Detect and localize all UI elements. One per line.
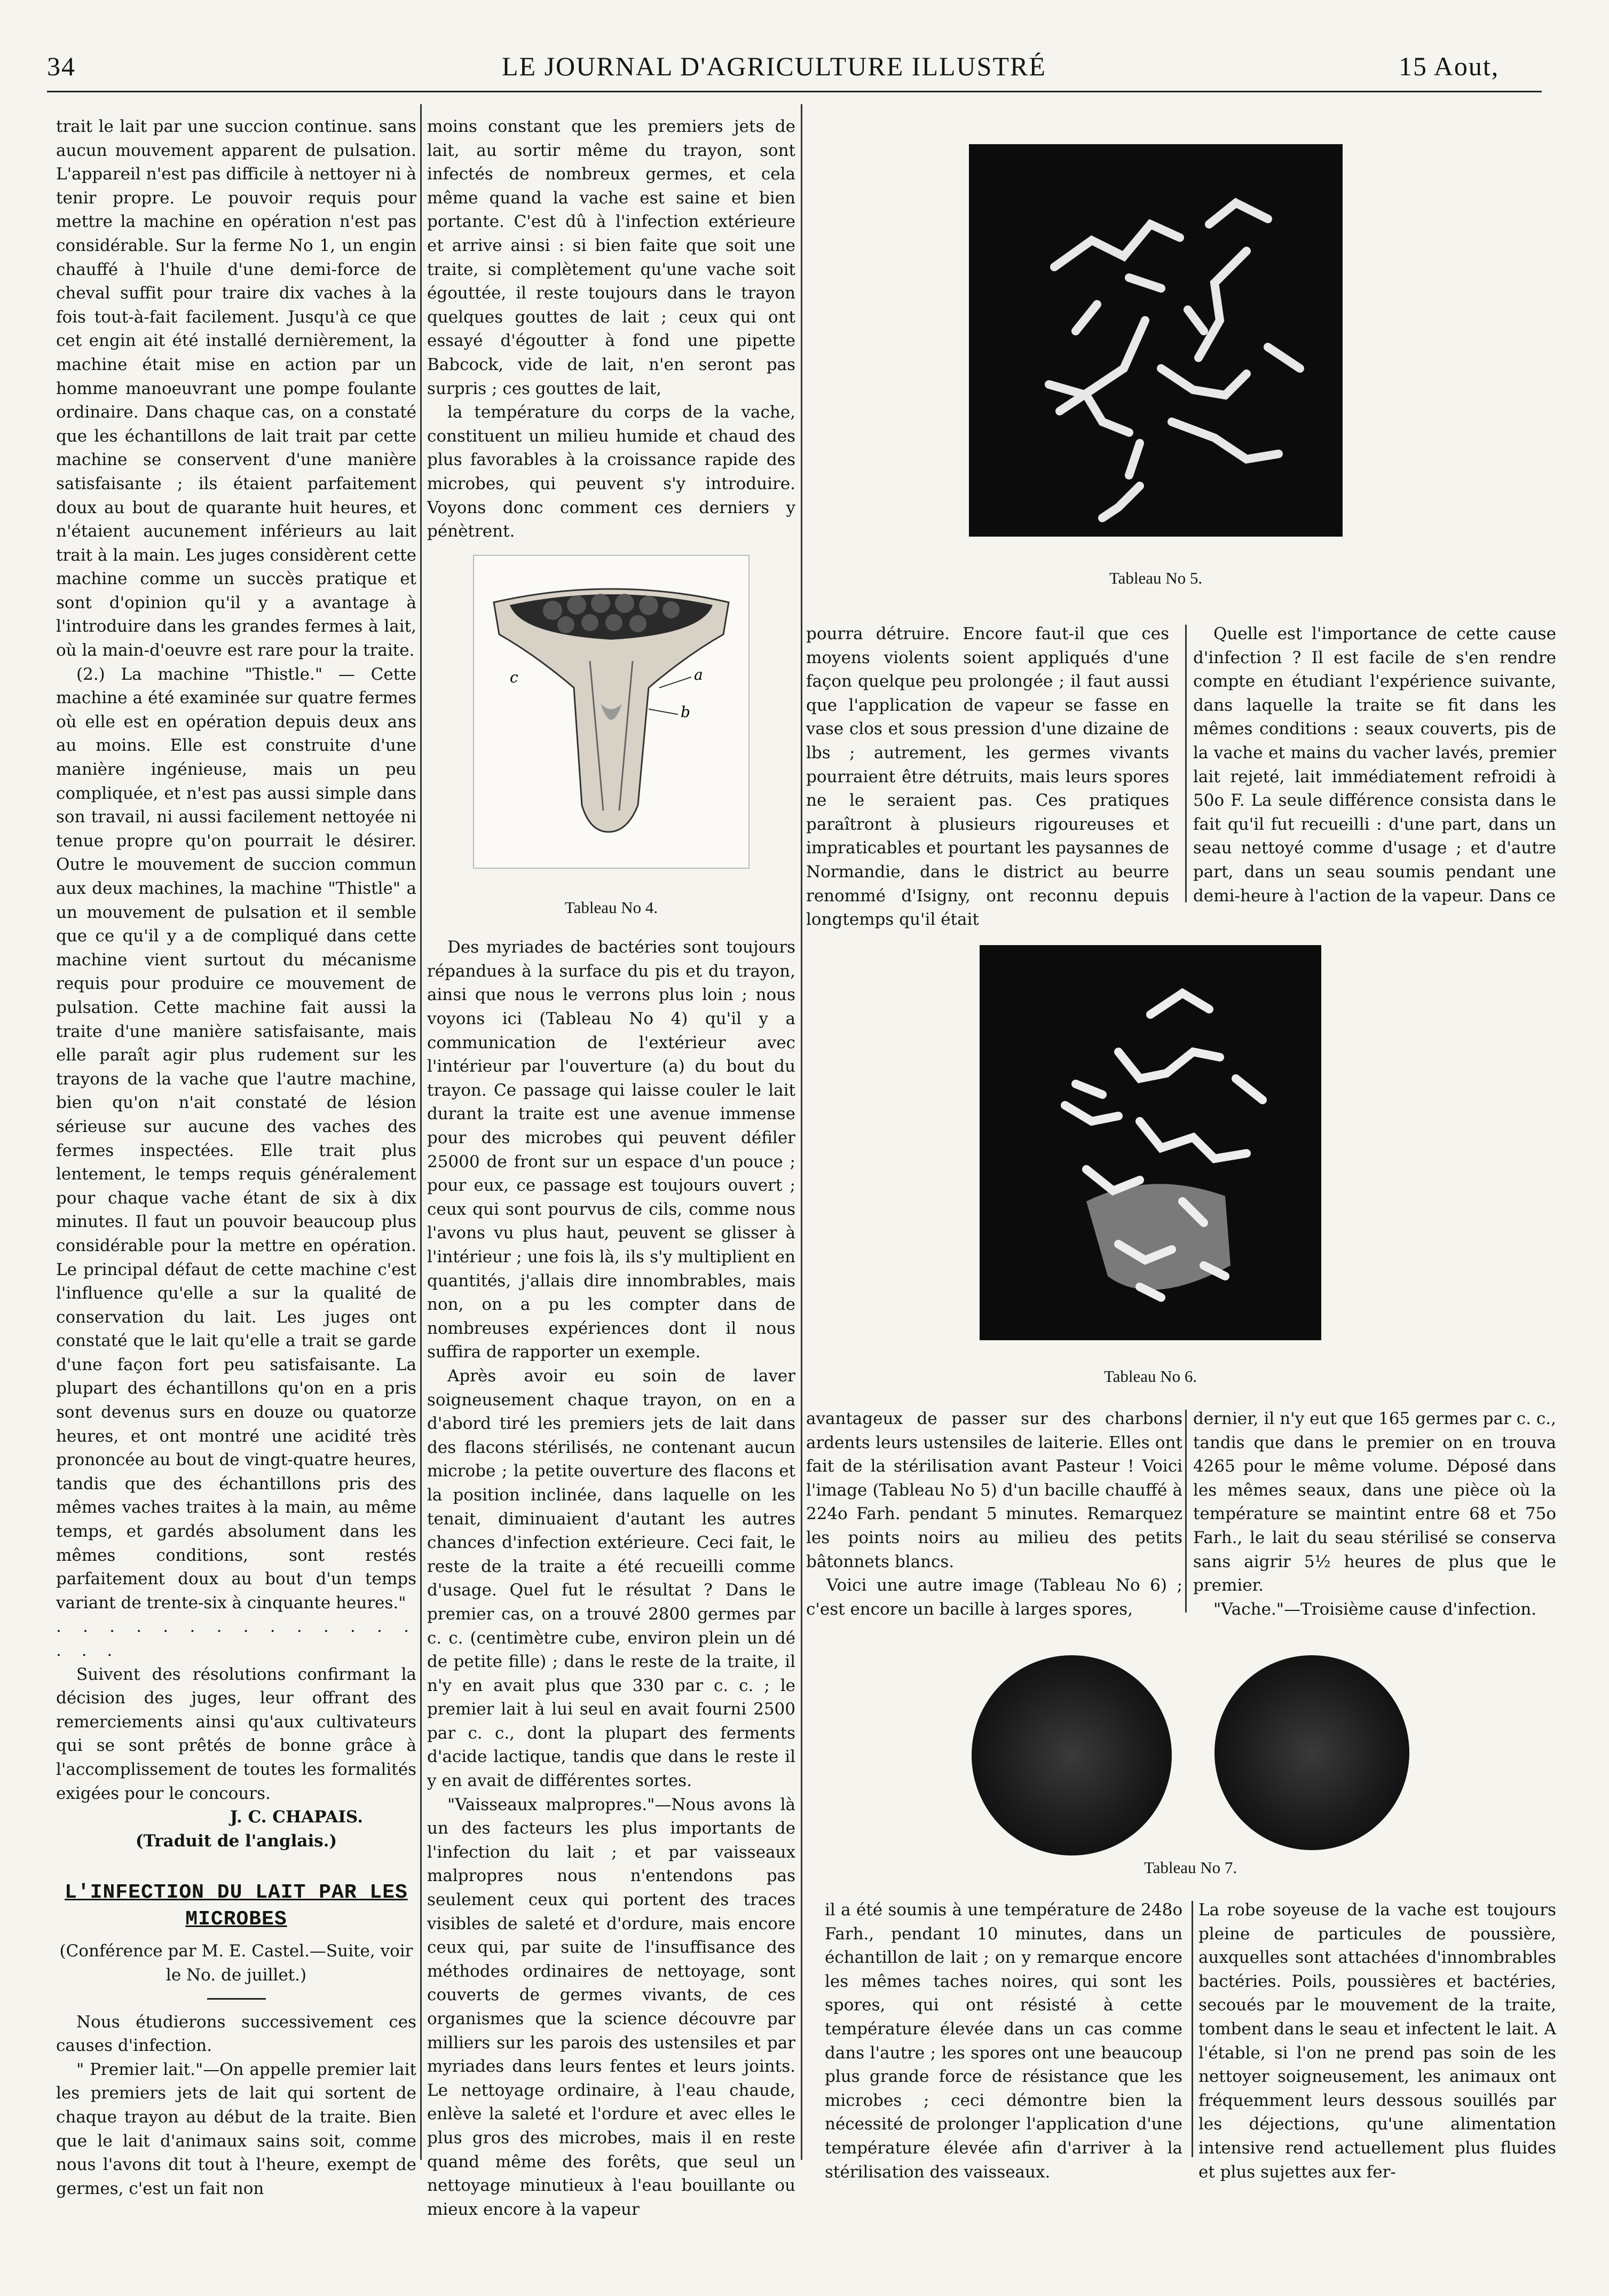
label-c: c xyxy=(510,668,518,686)
paragraph: dernier, il n'y eut que 165 germes par c. c., tandis que dans le premier on en trouva 4265 pour le même volume. Déposé dans les mêmes seaux, dans une pièce où la température se maintint entre 68 et 75o Farh., le lait du seau stérilisé se conserva sans aigrir 5½ heures de plus que le premier. xyxy=(1193,1409,1556,1595)
right-column-b2 xyxy=(1193,1407,1556,1621)
right-column-b1 xyxy=(1193,622,1556,908)
paragraph: moins constant que les premiers jets de lait, au sortir même du trayon, sont infectés de nombreux germes, et cela même quand la vache est saine et bien portante. C'est dû à l'infection extérieure et arrive ainsi : si bien faite que soit une traite, si complètement qu'une vache soit égouttée, il reste toujours dans le trayon quelques gouttes de lait ; ceux qui ont essayé d'égoutter à fond une pipette Babcock, vide de lait, n'en seront pas surpris ; ces gouttes de lait, xyxy=(427,117,795,398)
figure-7-culture-disk-left xyxy=(972,1655,1172,1855)
paragraph: Suivent des résolutions confirmant la décision des juges, leur offrant des remerciements ainsi qu'aux cultivateurs qui se sont prêtés de bonne grâce à l'accomplissement de toutes les formalités exigées pour le concours. xyxy=(56,1664,416,1803)
page-number: 34 xyxy=(47,51,76,81)
paragraph: avantageux de passer sur des charbons ardents leurs ustensiles de laiterie. Elles ont fait de la stérilisation avant Pasteur ! Voici l'image (Tableau No 5) d'un bacille chauffé à 224o Farh. pendant 5 minutes. Remarquez les points noirs au milieu des petits bâtonnets blancs. xyxy=(806,1409,1182,1571)
figure-6-caption: Tableau No 6. xyxy=(1103,1367,1197,1386)
separator xyxy=(207,1998,266,2000)
figure-7-culture-disk-right xyxy=(1214,1655,1409,1850)
right-column-a2 xyxy=(806,1407,1182,1621)
author-signature: J. C. CHAPAIS. xyxy=(230,1807,363,1827)
figure-5-caption: Tableau No 5. xyxy=(1109,569,1203,587)
label-a: a xyxy=(694,665,703,683)
article-subtitle: (Conférence par M. E. Castel.—Suite, voir le No. de juillet.) xyxy=(59,1941,413,1985)
journal-title: LE JOURNAL D'AGRICULTURE ILLUSTRÉ xyxy=(502,51,1046,81)
paragraph: (2.) La machine "Thistle." — Cette machine a été examinée sur quatre fermes où elle est en opération depuis deux ans au moins. Elle est construite d'une manière ingénieuse, mais un peu compliquée, et n'est pas aussi simple dans son travail, ni aussi facilement nettoyée ni tenue propre qu'on pourrait le désirer. Outre le mouvement de succion commun aux deux machines, la machine "Thistle" a un mouvement de pulsation et il semble que ce qu'il y a de compliqué dans cette machine vient surtout du mécanisme requis pour produire ce mouvement de pulsation. Cette machine fait aussi la traite d'une manière satisfaisante, mais elle paraît agir plus rudement sur les trayons de la vache que l'autre machine, bien qu'on n'ait constaté de lésion sérieuse sur aucune des vaches des fermes inspectées. Elle trait plus lentement, le temps requis généralement pour chaque vache étant de six à dix minutes. Il faut un pouvoir beaucoup plus considérable pour la mettre en opération. Le principal défaut de cette machine c'est l'influence qu'elle a sur la qualité de conservation du lait. Les juges ont constaté que le lait qu'elle a trait se garde d'une façon fort peu satisfaisante. La plupart des échantillons qu'on en a pris sont devenus surs en douze ou quatorze heures, et ont montré une acidité très prononcée au bout de vingt-quatre heures, tandis que des échantillons pris des mêmes vaches traites à la main, au même temps, et gardés absolument dans les mêmes conditions, sont restés parfaitement doux au bout d'un temps variant de trente-six à cinquante heures." xyxy=(56,664,416,1613)
paragraph: la température du corps de la vache, constituent un milieu humide et chaud des plus favorables à la croissance rapide des microbes, qui peuvent s'y introduire. Voyons donc comment ces derniers y pénètrent. xyxy=(427,403,795,541)
paragraph: il a été soumis à une température de 248o Farh., pendant 10 minutes, dans un échantillon de lait ; on y remarque encore les mêmes taches noires, qui sont les spores, qui ont résisté à cette température élevée dans un cas comme dans l'autre ; les spores ont une beaucoup plus grande force de résistance que les microbes ; ceci démontre bien la nécessité de prolonger l'application d'une température élevée afin d'arriver à la stérilisation des vaisseaux. xyxy=(825,1900,1182,2182)
right-column-a3 xyxy=(825,1898,1182,2184)
paragraph: La robe soyeuse de la vache est toujours pleine de particules de poussière, auxquelles sont attachées d'innombrables bactéries. Poils, poussières et bactéries, secoués par le mouvement de la traite, tombent dans le seau et infectent le lait. A l'étable, si l'on ne prend pas soin de les nettoyer soigneusement, les animaux ont fréquemment leurs dessous souillés par les déjections, qu'une alimentation intensive rend actuellement plus fluides et plus sujettes aux fer- xyxy=(1198,1900,1556,2182)
paragraph: Quelle est l'importance de cette cause d'infection ? Il est facile de s'en rendre compte en étudiant l'expérience suivante, dans laquelle la traite se fit dans les mêmes conditions : seaux couverts, pis de la vache et mains du vacher lavés, premier lait rejeté, lait immédiatement refroidi à 50o F. La seule différence consista dans le fait qu'il fut recueilli : d'une part, dans un seau nettoyé comme d'usage ; et d'autre part, dans un seau soumis pendant une demi-heure à l'action de la vapeur. Dans ce xyxy=(1193,624,1556,906)
article-title: L'INFECTION DU LAIT PAR LES MICROBES xyxy=(65,1881,408,1931)
paragraph: Des myriades de bactéries sont toujours répandues à la surface du pis et du trayon, ainsi que nous le verrons plus loin ; nous voyons ici (Tableau No 4) qu'il y a communication de l'extérieur avec l'intérieur par l'ouverture (a) du bout du trayon. Ce passage qui laisse couler le lait durant la traite est une avenue immense pour des microbes qui peuvent défiler 25000 de front sur un espace d'un pouce ; pour eux, ce passage est toujours ouvert ; ceux qui sont pourvus de cils, comme nous l'avons vu plus haut, peuvent se glisser à l'intérieur ; une fois là, ils s'y multiplient en quantités, j'allais dire innombrables, mais non, on a pu les compter dans de nombreuses expériences dont il nous suffira de rapporter un exemple. xyxy=(427,938,795,1362)
bacilli-micrograph xyxy=(969,144,1343,537)
column-rule-2 xyxy=(801,104,802,2160)
figure-5-photo xyxy=(969,144,1343,537)
ellipsis-dots: . . . . . . . . . . . . . . . . . xyxy=(56,1617,416,1660)
figure-4-caption: Tableau No 4. xyxy=(564,898,658,917)
column-rule-1 xyxy=(420,104,422,2160)
column-rule-5 xyxy=(1192,1901,1193,2157)
figure-7-caption: Tableau No 7. xyxy=(1143,1858,1237,1877)
teat-diagram xyxy=(472,554,750,869)
paragraph: Nous étudierons successivement ces causes d'infection. xyxy=(56,2012,416,2056)
paragraph: " Premier lait."—On appelle premier lait les premiers jets de lait qui sortent de chaque trayon au début de la traite. Bien que le lait d'animaux sains soit, comme nous l'avons dit tout à l'heure, exempt de germes, c'est un fait non xyxy=(56,2059,416,2198)
paragraph: "Vaisseaux malpropres."—Nous avons là un des facteurs les plus importants de l'infection du lait ; et par vaisseaux malpropres nous n'entendons pas seulement ceux qui portent des traces visibles de saleté et d'ordure, mais encore ceux qui, par suite de l'insuffisance des méthodes ordinaires de nettoyage, sont couverts de germes vivants, de ces organismes que la science découvre par milliers sur les parois des ustensiles et par myriades dans leurs fentes et leurs joints. Le nettoyage ordinaire, à l'eau chaude, enlève la saleté et l'ordure et avec elles le plus gros des microbes, mais il en reste quand même des forêts, que seul un nettoyage minutieux à l'eau bouillante ou mieux encore à la vapeur xyxy=(427,1795,795,2219)
paragraph: pourra détruire. Encore faut-il que ces moyens violents soient appliqués d'une façon quelque peu prolongée ; il faut aussi que l'application de vapeur se fasse en vase clos et sous pression d'une dizaine de lbs ; autrement, les germes vivants pourraient être détruits, mais leurs spores ne le seraient pas. Ces pratiques paraîtront à plusieurs rigoureuses et impraticables et pourtant les paysannes de Normandie, dans le district au beurre renommé d'Isigny, ont reconnu depuis longtemps qu'il était xyxy=(806,624,1169,930)
paragraph: Après avoir eu soin de laver soigneusement chaque trayon, on en a d'abord tiré les premiers jets de lait dans des flacons stérilisés, ne contenant aucun microbe ; la petite ouverture des flacons et la position inclinée, dans laquelle on les tenait, diminuaient d'autant les autres chances d'infection extérieure. Ceci fait, le reste de la traite a été recueilli comme d'usage. Quel fut le résultat ? Dans le premier cas, on a trouvé 2800 germes par c. c. (centimètre cube, environ plein un dé de petite fille) ; dans le reste de la traite, il n'y en avait plus que 330 par c. c. ; le premier lait à lui seul en avait fourni 2500 par c. c., dont la plupart des ferments d'acide lactique, tandis que dans le reste il y en avait de différentes sortes. xyxy=(427,1366,795,1791)
right-column-a1 xyxy=(806,622,1169,932)
column-rule-3 xyxy=(1185,625,1187,902)
figure-6-photo xyxy=(980,945,1321,1340)
column-rule-4 xyxy=(1185,1410,1187,1613)
column-2 xyxy=(427,115,795,2221)
paragraph: "Vache."—Troisième cause d'infection. xyxy=(1213,1599,1537,1619)
header-rule xyxy=(47,91,1542,92)
column-1 xyxy=(56,115,416,2200)
translation-note: (Traduit de l'anglais.) xyxy=(135,1831,337,1851)
right-column-b3 xyxy=(1198,1898,1556,2184)
paragraph: trait le lait par une succion continue. sans aucun mouvement apparent de pulsation. L'appareil n'est pas difficile à nettoyer ni à tenir propre. Le pouvoir requis pour mettre la machine en opération n'est pas considérable. Sur la ferme No 1, un engin chauffé à l'huile d'une demi-force de cheval suffit pour traire dix vaches à la fois tout-à-fait facilement. Jusqu'à ce que cet engin ait été installé dernièrement, la machine était mise en action par un homme manoeuvrant une pompe foulante ordinaire. Dans chaque cas, on a constaté que les échantillons de lait trait par cette machine se conservent d'une manière satisfaisante ; ils étaient parfaitement doux au bout de quarante huit heures, et n'étaient aucunement inférieurs au lait trait à la main. Les juges considèrent cette machine comme un succès pratique et sont d'opinion qu'il y a avantage à l'introduire dans les grandes fermes à lait, où la main-d'oeuvre est rare pour la traite. xyxy=(56,117,416,661)
figure-4 xyxy=(427,544,795,896)
issue-date: 15 Aout, xyxy=(1399,51,1500,81)
paragraph: Voici une autre image (Tableau No 6) ; c'est encore un bacille à larges spores, xyxy=(806,1576,1182,1619)
label-b: b xyxy=(681,703,690,721)
spores-micrograph xyxy=(980,945,1321,1340)
